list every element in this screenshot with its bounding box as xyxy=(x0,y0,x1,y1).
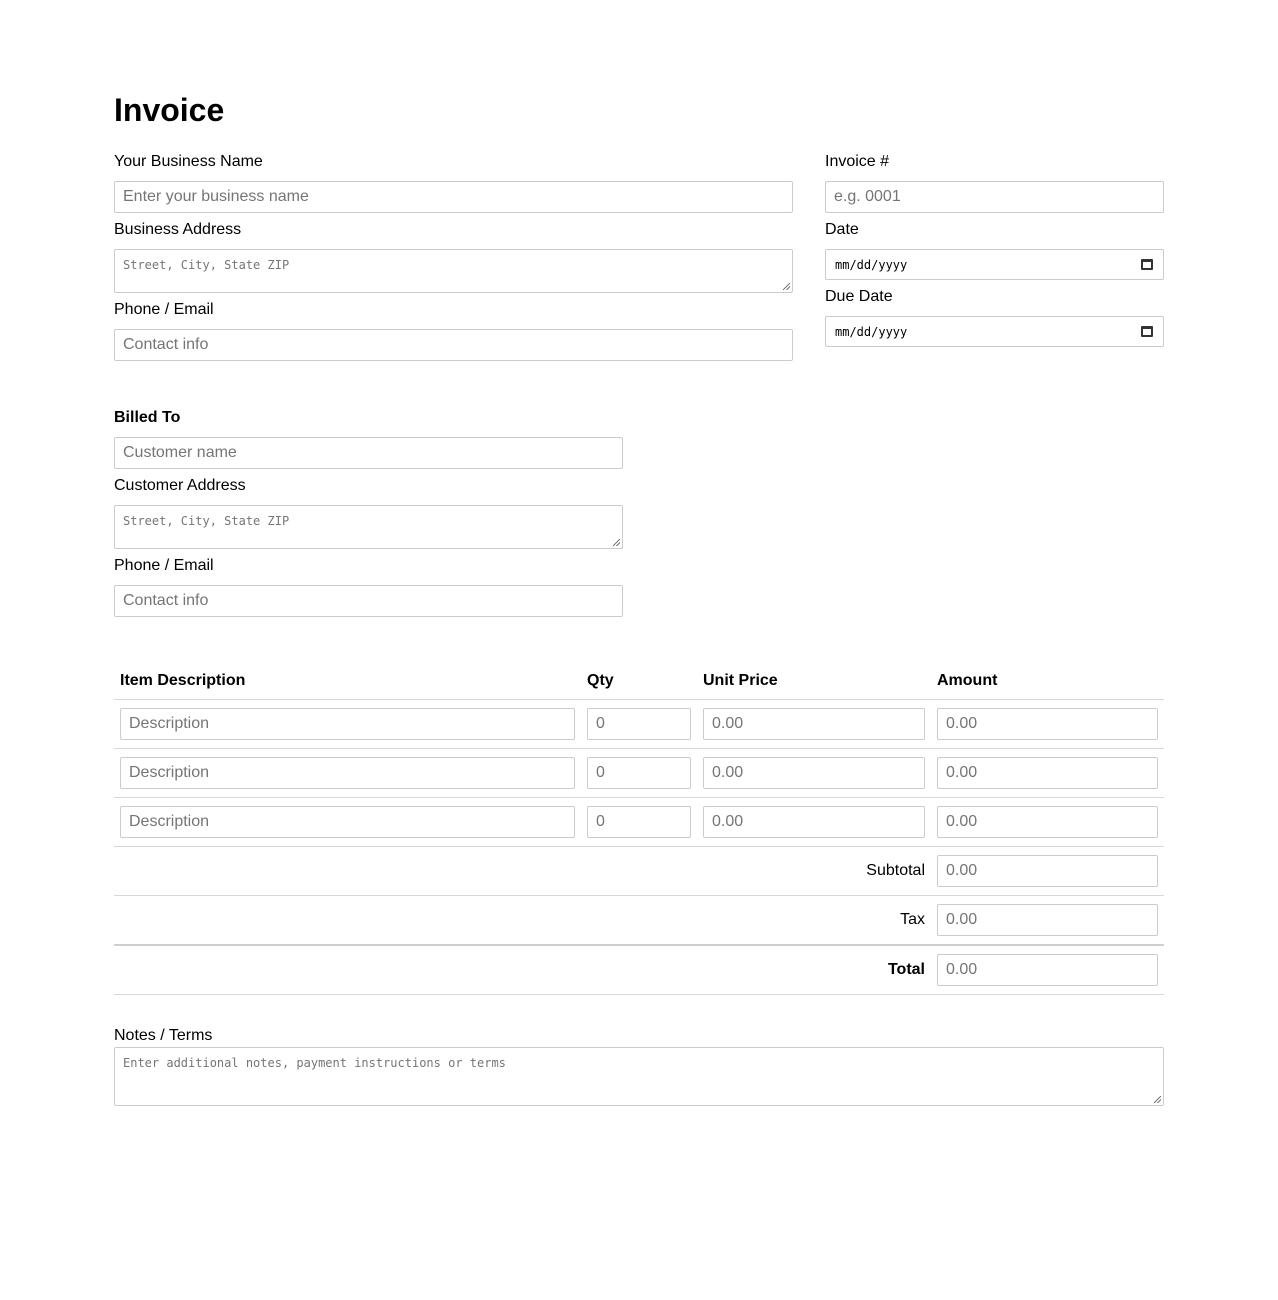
page-title: Invoice xyxy=(114,92,225,128)
description-placeholder: Description xyxy=(129,813,210,830)
date-value: mm/dd/yyyy xyxy=(835,257,908,272)
customer-contact-label: Phone / Email xyxy=(114,557,214,574)
business-contact-label: Phone / Email xyxy=(114,301,214,318)
calendar-icon[interactable] xyxy=(1141,259,1153,270)
invoice-number-input[interactable] xyxy=(825,181,1164,213)
resize-handle-icon[interactable] xyxy=(613,539,620,546)
item-qty-input[interactable] xyxy=(587,806,691,838)
invoice-number-label: Invoice # xyxy=(825,153,890,170)
business-contact-placeholder: Contact info xyxy=(123,336,209,353)
divider xyxy=(114,797,1164,798)
description-placeholder: Description xyxy=(129,715,210,732)
subtotal-label: Subtotal xyxy=(866,862,925,879)
notes-textarea[interactable] xyxy=(114,1047,1164,1106)
amount-placeholder: 0.00 xyxy=(946,715,978,732)
amount-placeholder: 0.00 xyxy=(946,813,978,830)
business-address-textarea[interactable] xyxy=(114,249,793,293)
item-unit-price-input[interactable] xyxy=(703,806,925,838)
divider xyxy=(114,895,1164,896)
notes-placeholder: Enter additional notes, payment instructions or terms xyxy=(123,1056,506,1070)
qty-placeholder: 0 xyxy=(596,715,605,732)
unit-price-placeholder: 0.00 xyxy=(712,764,744,781)
notes-label: Notes / Terms xyxy=(114,1027,213,1044)
subtotal-value: 0.00 xyxy=(946,862,978,879)
calendar-icon[interactable] xyxy=(1141,326,1153,337)
invoice-number-placeholder: e.g. 0001 xyxy=(834,188,901,205)
business-name-label: Your Business Name xyxy=(114,153,263,170)
tax-input[interactable] xyxy=(937,904,1158,936)
total-input[interactable] xyxy=(937,954,1158,986)
divider xyxy=(114,699,1164,700)
customer-address-label: Customer Address xyxy=(114,477,246,494)
item-unit-price-input[interactable] xyxy=(703,757,925,789)
customer-name-input[interactable] xyxy=(114,437,623,469)
due-date-value: mm/dd/yyyy xyxy=(835,324,908,339)
divider xyxy=(114,944,1164,946)
tax-label: Tax xyxy=(900,911,925,928)
item-amount-input[interactable] xyxy=(937,806,1158,838)
qty-placeholder: 0 xyxy=(596,764,605,781)
qty-placeholder: 0 xyxy=(596,813,605,830)
billed-to-heading: Billed To xyxy=(114,409,181,426)
total-label: Total xyxy=(887,961,925,978)
item-description-input[interactable] xyxy=(120,757,575,789)
column-header-qty: Qty xyxy=(587,672,614,689)
amount-placeholder: 0.00 xyxy=(946,764,978,781)
customer-contact-placeholder: Contact info xyxy=(123,592,209,609)
customer-address-textarea[interactable] xyxy=(114,505,623,549)
column-header-unit-price: Unit Price xyxy=(703,672,778,689)
customer-address-placeholder: Street, City, State ZIP xyxy=(123,514,290,528)
business-name-placeholder: Enter your business name xyxy=(123,188,309,205)
due-date-input[interactable] xyxy=(825,316,1164,347)
unit-price-placeholder: 0.00 xyxy=(712,813,744,830)
resize-handle-icon[interactable] xyxy=(1154,1096,1161,1103)
resize-handle-icon[interactable] xyxy=(783,283,790,290)
subtotal-input[interactable] xyxy=(937,855,1158,887)
column-header-amount: Amount xyxy=(937,672,998,689)
description-placeholder: Description xyxy=(129,764,210,781)
divider xyxy=(114,748,1164,749)
customer-name-placeholder: Customer name xyxy=(123,444,237,461)
item-qty-input[interactable] xyxy=(587,708,691,740)
business-contact-input[interactable] xyxy=(114,329,793,361)
date-input[interactable] xyxy=(825,249,1164,280)
tax-value: 0.00 xyxy=(946,911,978,928)
date-label: Date xyxy=(825,221,859,238)
item-description-input[interactable] xyxy=(120,708,575,740)
item-qty-input[interactable] xyxy=(587,757,691,789)
unit-price-placeholder: 0.00 xyxy=(712,715,744,732)
item-amount-input[interactable] xyxy=(937,708,1158,740)
item-unit-price-input[interactable] xyxy=(703,708,925,740)
total-value: 0.00 xyxy=(946,961,978,978)
due-date-label: Due Date xyxy=(825,288,893,305)
item-amount-input[interactable] xyxy=(937,757,1158,789)
column-header-description: Item Description xyxy=(120,672,246,689)
business-name-input[interactable] xyxy=(114,181,793,213)
divider xyxy=(114,846,1164,847)
divider xyxy=(114,994,1164,995)
business-address-label: Business Address xyxy=(114,221,242,238)
customer-contact-input[interactable] xyxy=(114,585,623,617)
item-description-input[interactable] xyxy=(120,806,575,838)
business-address-placeholder: Street, City, State ZIP xyxy=(123,258,290,272)
